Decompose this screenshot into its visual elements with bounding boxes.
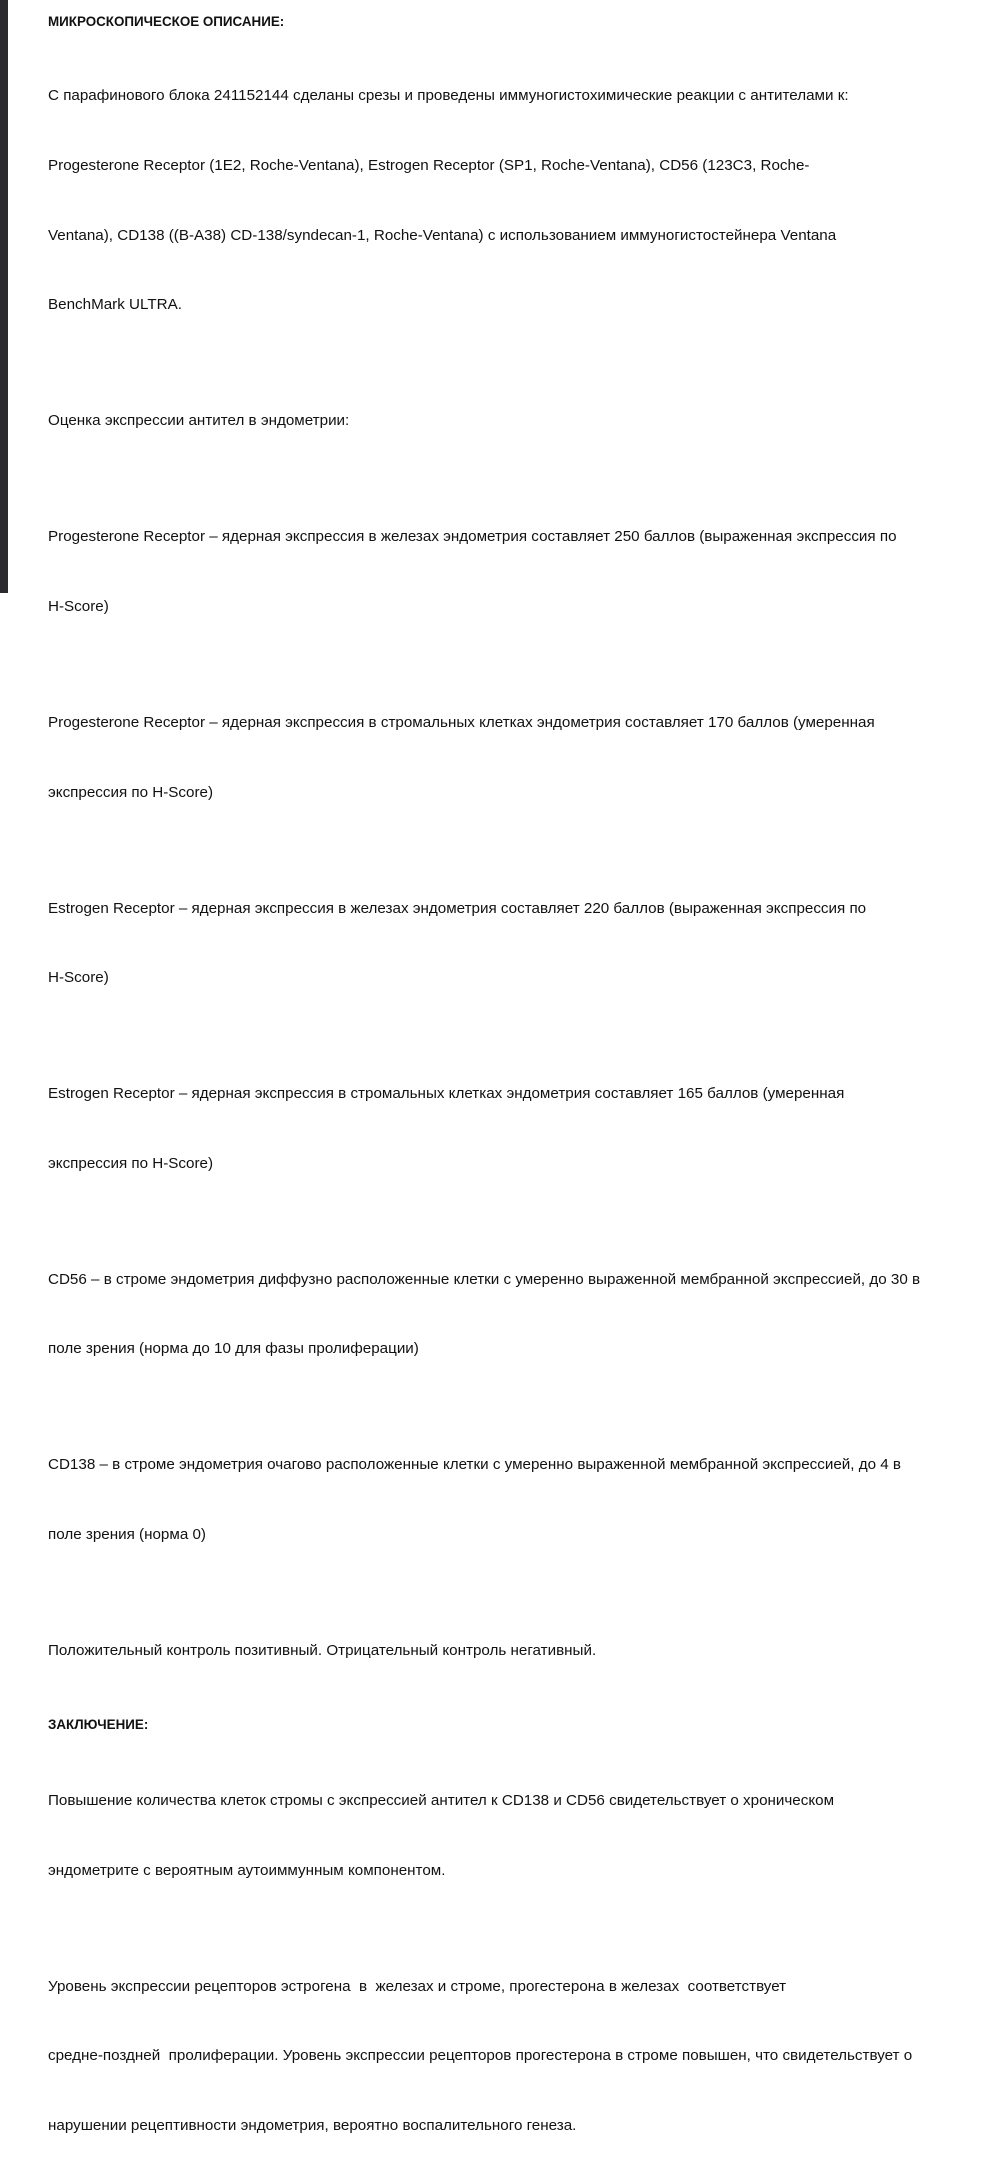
pr-stroma-paragraph	[48, 664, 948, 850]
text-line: экспрессия по H-Score)	[48, 783, 214, 801]
conclusion-section	[48, 1743, 948, 2183]
text-line: H-Score)	[48, 969, 109, 987]
conclusion-endometritis-paragraph	[48, 1743, 948, 1929]
pr-glands-paragraph	[48, 479, 948, 665]
document-page	[48, 12, 948, 2183]
text-line: нарушении рецептивности эндометрия, вероятно воспалительного генеза.	[48, 2116, 577, 2134]
text-line: H-Score)	[48, 597, 109, 615]
microscopic-heading: МИКРОСКОПИЧЕСКОЕ ОПИСАНИЕ:	[48, 14, 285, 29]
cd56-paragraph	[48, 1221, 948, 1407]
er-stroma-paragraph	[48, 1036, 948, 1222]
microscopic-section	[48, 38, 948, 1709]
text-line: Estrogen Receptor – ядерная экспрессия в стромальных клетках эндометрия составляет 165 баллов (умеренная	[48, 1085, 845, 1103]
text-line: поле зрения (норма 0)	[48, 1526, 206, 1543]
text-line: Progesterone Receptor – ядерная экспрессия в железах эндометрия составляет 250 баллов (выраженная экспрессия по	[48, 528, 897, 546]
text-line: Progesterone Receptor (1E2, Roche-Ventana), Estrogen Receptor (SP1, Roche-Ventana), CD56 (123C3, Roche-	[48, 157, 810, 175]
controls-paragraph	[48, 1593, 948, 1709]
window-edge	[0, 0, 8, 593]
text-line: Estrogen Receptor – ядерная экспрессия в железах эндометрия составляет 220 баллов (выраженная экспрессия по	[48, 899, 867, 917]
ihc-methods-paragraph	[48, 38, 948, 363]
er-glands-paragraph	[48, 850, 948, 1036]
cd138-paragraph	[48, 1407, 948, 1593]
text-line: Повышение количества клеток стромы с экспрессией антител к CD138 и CD56 свидетельствует о хроническом	[48, 1792, 835, 1810]
text-line: BenchMark ULTRA.	[48, 296, 182, 314]
conclusion-receptivity-paragraph	[48, 1928, 948, 2183]
text-line: средне-поздней пролиферации. Уровень экспрессии рецепторов прогестерона в строме повышен, что свидетельствует о	[48, 2047, 913, 2065]
conclusion-heading: ЗАКЛЮЧЕНИЕ:	[48, 1716, 149, 1732]
text-line: Оценка экспрессии антител в эндометрии:	[48, 412, 350, 430]
text-line: Положительный контроль позитивный. Отрицательный контроль негативный.	[48, 1642, 597, 1660]
text-line: Progesterone Receptor – ядерная экспрессия в стромальных клетках эндометрия составляет 170 баллов (умеренная	[48, 713, 875, 731]
text-line: CD56 – в строме эндометрия диффузно расположенные клетки с умеренно выраженной мембранной экспрессией, до 30 в	[48, 1270, 921, 1288]
text-line: эндометрите с вероятным аутоиммунным компонентом.	[48, 1861, 446, 1879]
text-line: экспрессия по H-Score)	[48, 1154, 214, 1172]
expression-assessment-label	[48, 363, 948, 479]
text-line: поле зрения (норма до 10 для фазы пролиферации)	[48, 1340, 419, 1358]
text-line: CD138 – в строме эндометрия очагово расположенные клетки с умеренно выраженной мембранной экспрессией, до 4 в	[48, 1456, 901, 1474]
text-line: Ventana), CD138 ((B-A38) CD-138/syndecan-1, Roche-Ventana) с использованием иммуногистостейнера Ventana	[48, 226, 837, 244]
text-line: С парафинового блока 241152144 сделаны срезы и проведены иммуногистохимические реакции с антителами к:	[48, 87, 849, 105]
text-line: Уровень экспрессии рецепторов эстрогена в железах и строме, прогестерона в железах соответствует	[48, 1977, 787, 1995]
